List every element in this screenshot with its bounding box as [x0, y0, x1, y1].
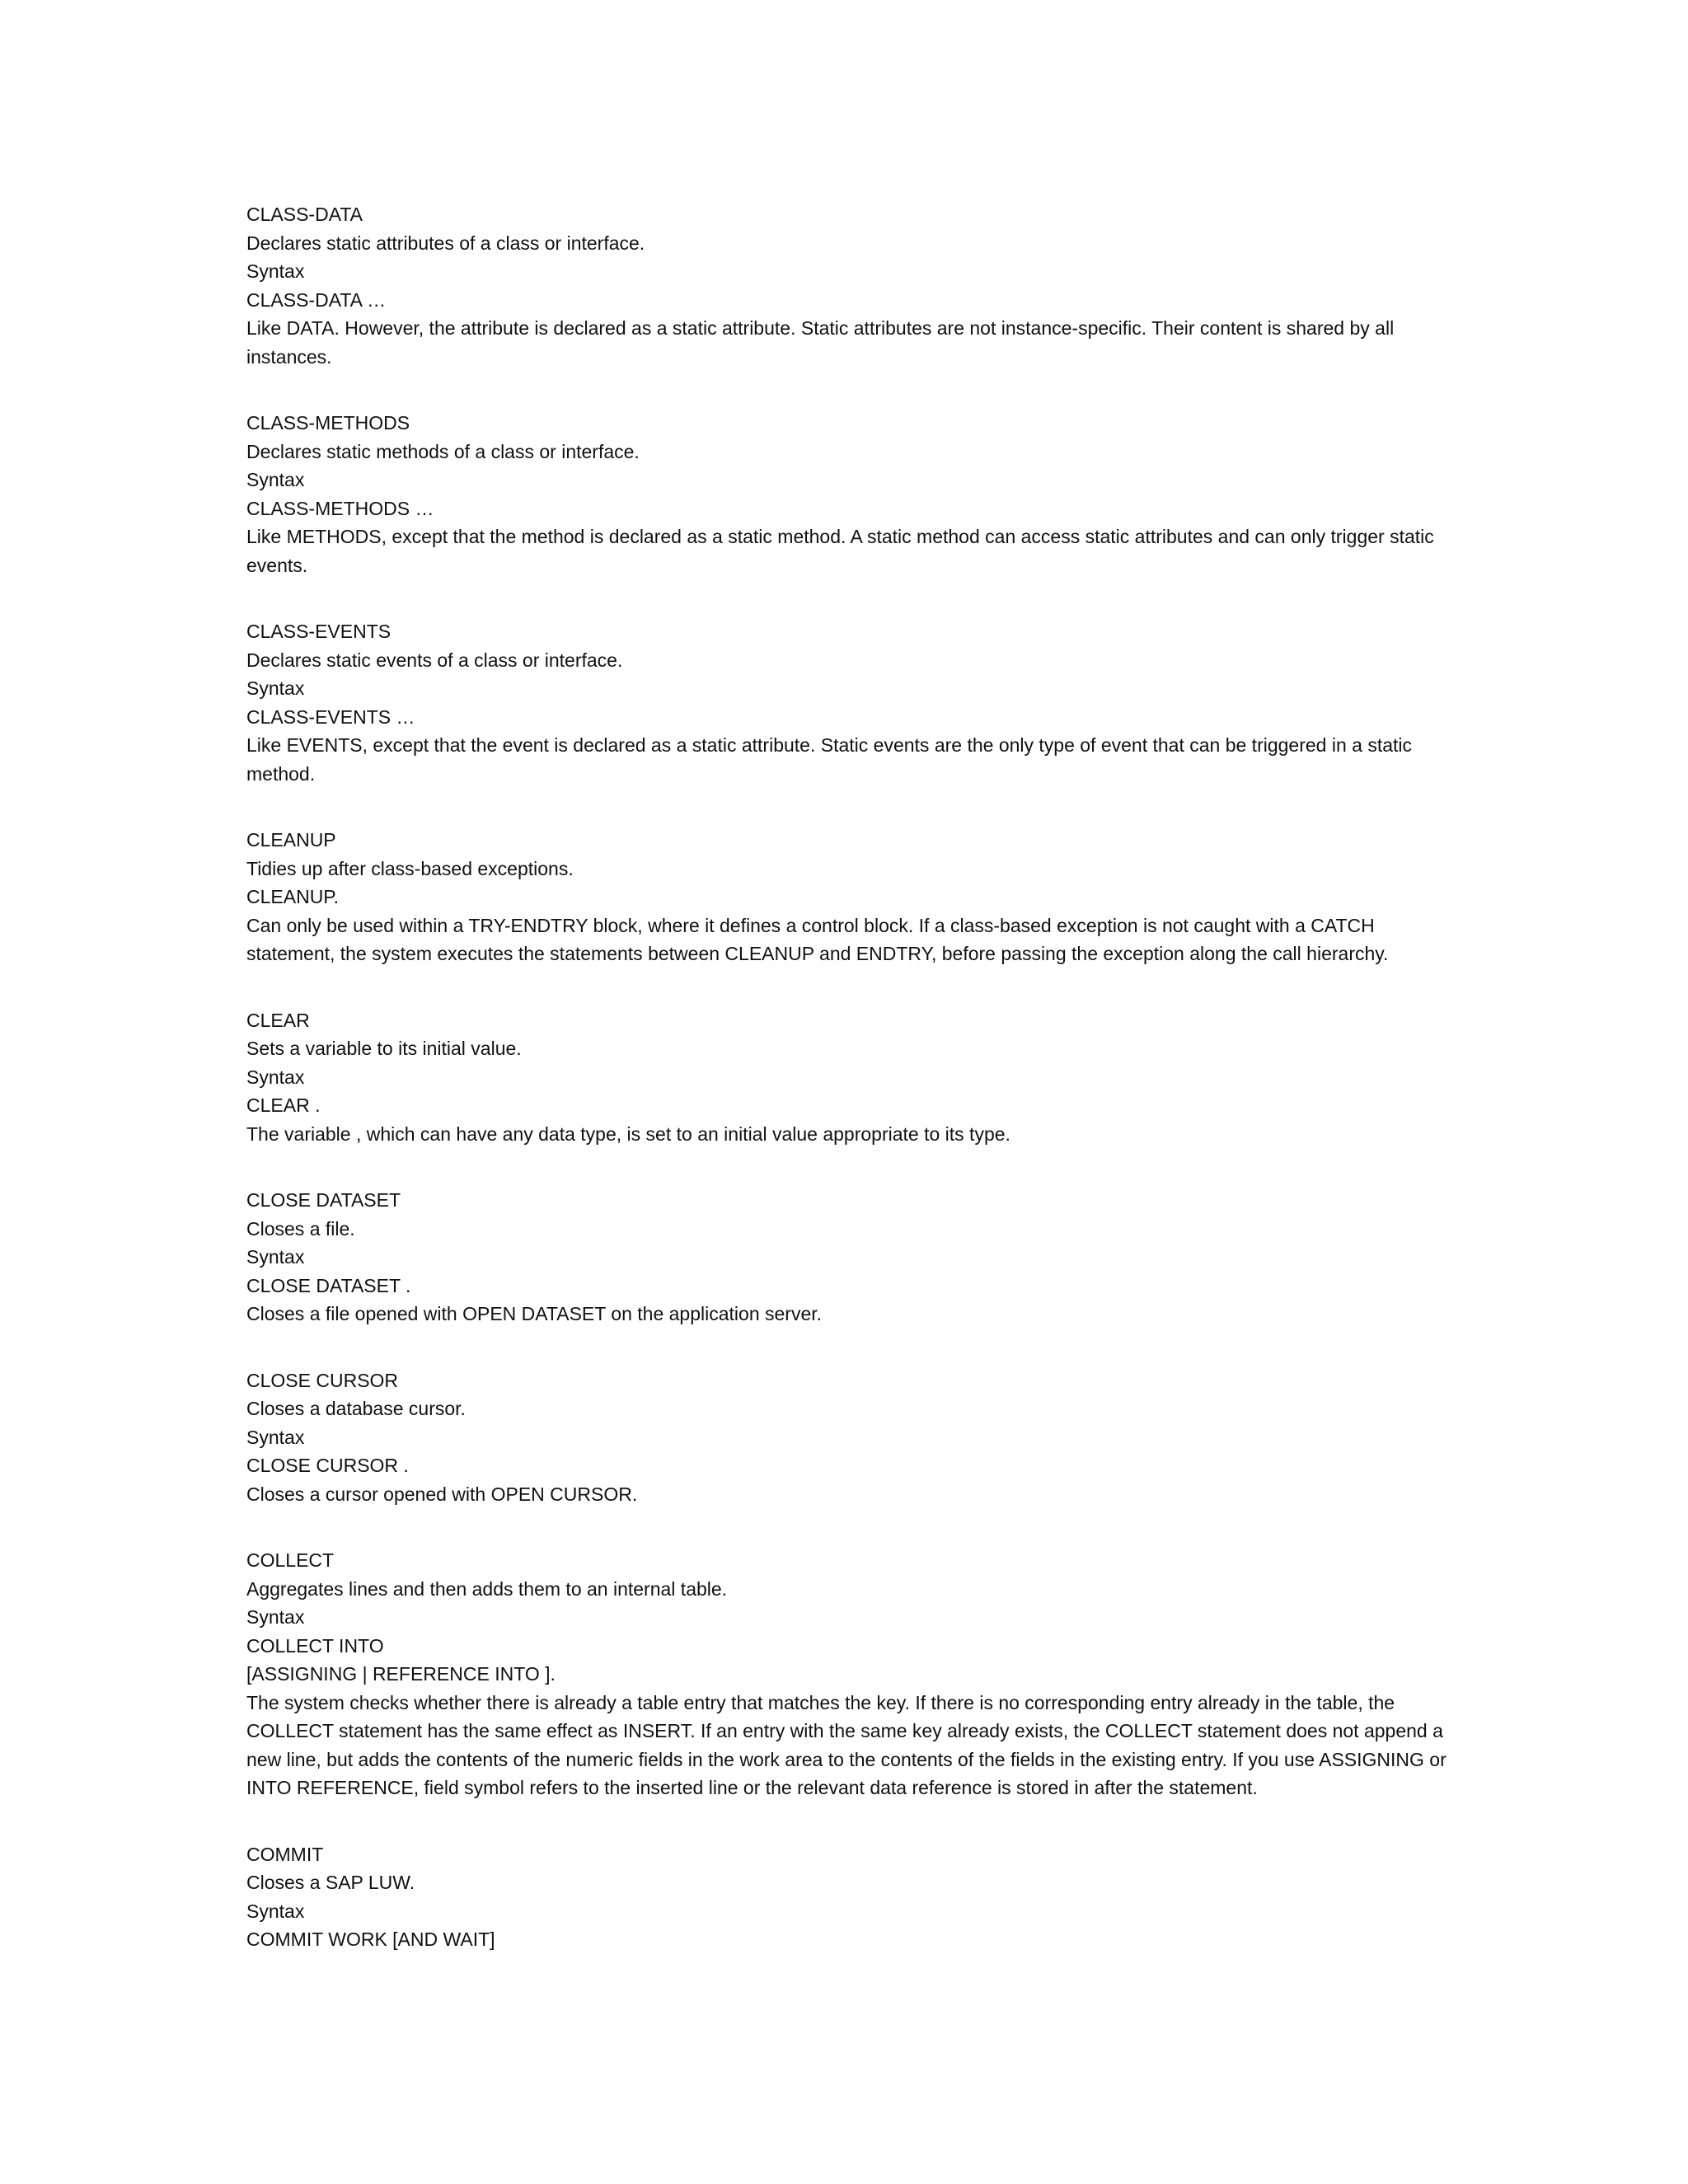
entry-description: Like DATA. However, the attribute is declared as a static attribute. Static attributes are not instance-specific. Their content is shared by all instances. — [246, 317, 1395, 368]
keyword-heading: COLLECT — [246, 1549, 335, 1571]
syntax-line: COLLECT INTO — [246, 1634, 384, 1657]
entry-class-methods — [246, 409, 1450, 579]
entry-summary: Sets a variable to its initial value. — [246, 1038, 522, 1059]
entry-summary: Closes a SAP LUW. — [246, 1872, 415, 1893]
document-page — [246, 200, 1450, 1992]
syntax-label: Syntax — [246, 1426, 305, 1448]
keyword-heading: COMMIT — [246, 1843, 324, 1865]
syntax-line: [ASSIGNING | REFERENCE INTO ]. — [246, 1663, 556, 1685]
keyword-heading: CLEANUP — [246, 829, 336, 851]
syntax-label: Syntax — [246, 1606, 305, 1628]
syntax-line: CLASS-METHODS … — [246, 497, 434, 519]
syntax-label: Syntax — [246, 1066, 305, 1088]
entry-clear — [246, 1006, 1450, 1149]
syntax-label: Syntax — [246, 469, 305, 490]
entry-cleanup — [246, 826, 1450, 968]
keyword-heading: CLOSE DATASET — [246, 1189, 401, 1211]
entry-class-data — [246, 200, 1450, 371]
syntax-label: Syntax — [246, 1246, 305, 1268]
entry-description: Closes a file opened with OPEN DATASET on the application server. — [246, 1303, 823, 1324]
entry-description: The variable , which can have any data type, is set to an initial value appropriate to its type. — [246, 1122, 1010, 1145]
syntax-label: Syntax — [246, 677, 305, 699]
syntax-line: CLOSE DATASET . — [246, 1274, 411, 1296]
entry-description: Like EVENTS, except that the event is declared as a static attribute. Static events are the only type of event that can be triggered in a static method. — [246, 734, 1413, 785]
keyword-heading: CLOSE CURSOR — [246, 1369, 399, 1391]
entry-commit — [246, 1840, 1450, 1954]
entry-summary: Declares static events of a class or interface. — [246, 649, 623, 671]
syntax-label: Syntax — [246, 1900, 305, 1922]
entry-summary: Closes a file. — [246, 1217, 355, 1240]
entry-summary: Declares static attributes of a class or interface. — [246, 232, 645, 254]
syntax-line: CLOSE CURSOR . — [246, 1455, 409, 1476]
keyword-heading: CLASS-METHODS — [246, 412, 410, 434]
entry-description: Closes a cursor opened with OPEN CURSOR. — [246, 1483, 638, 1505]
keyword-heading: CLEAR — [246, 1009, 310, 1031]
entry-description: The system checks whether there is already a table entry that matches the key. If there is no corresponding entry already in the table, the COLLECT statement has the same effect as INSERT. If an entry with the same key already exists, the COLLECT statement does not append a new line, but adds the contents of the numeric fields in the work area to the contents of the fields in the existing entry. If you use ASSIGNING or INTO REFERENCE, field symbol refers to the inserted line or the relevant data reference is stored in after the statement. — [246, 1691, 1447, 1798]
entry-summary: Tidies up after class-based exceptions. — [246, 857, 574, 879]
entry-collect — [246, 1546, 1450, 1802]
syntax-line: CLEANUP. — [246, 886, 340, 907]
entry-description: Can only be used within a TRY-ENDTRY block, where it defines a control block. If a class-based exception is not caught with a CATCH statement, the system executes the statements between CLEANUP and ENDTRY, before passing the exception along the call hierarchy. — [246, 914, 1389, 964]
entry-close-dataset — [246, 1186, 1450, 1329]
entry-close-cursor — [246, 1366, 1450, 1509]
entry-description: Like METHODS, except that the method is declared as a static method. A static method can access static attributes and can only trigger static events. — [246, 526, 1434, 576]
entry-summary: Aggregates lines and then adds them to an internal table. — [246, 1577, 728, 1600]
keyword-heading: CLASS-DATA — [246, 204, 363, 225]
syntax-line: COMMIT WORK [AND WAIT] — [246, 1929, 495, 1950]
entry-summary: Closes a database cursor. — [246, 1398, 466, 1419]
entry-class-events — [246, 617, 1450, 788]
syntax-line: CLEAR . — [246, 1094, 321, 1116]
syntax-label: Syntax — [246, 260, 305, 282]
syntax-line: CLASS-EVENTS … — [246, 705, 415, 728]
keyword-heading: CLASS-EVENTS — [246, 621, 392, 642]
syntax-line: CLASS-DATA … — [246, 288, 387, 311]
entry-summary: Declares static methods of a class or interface. — [246, 440, 640, 462]
